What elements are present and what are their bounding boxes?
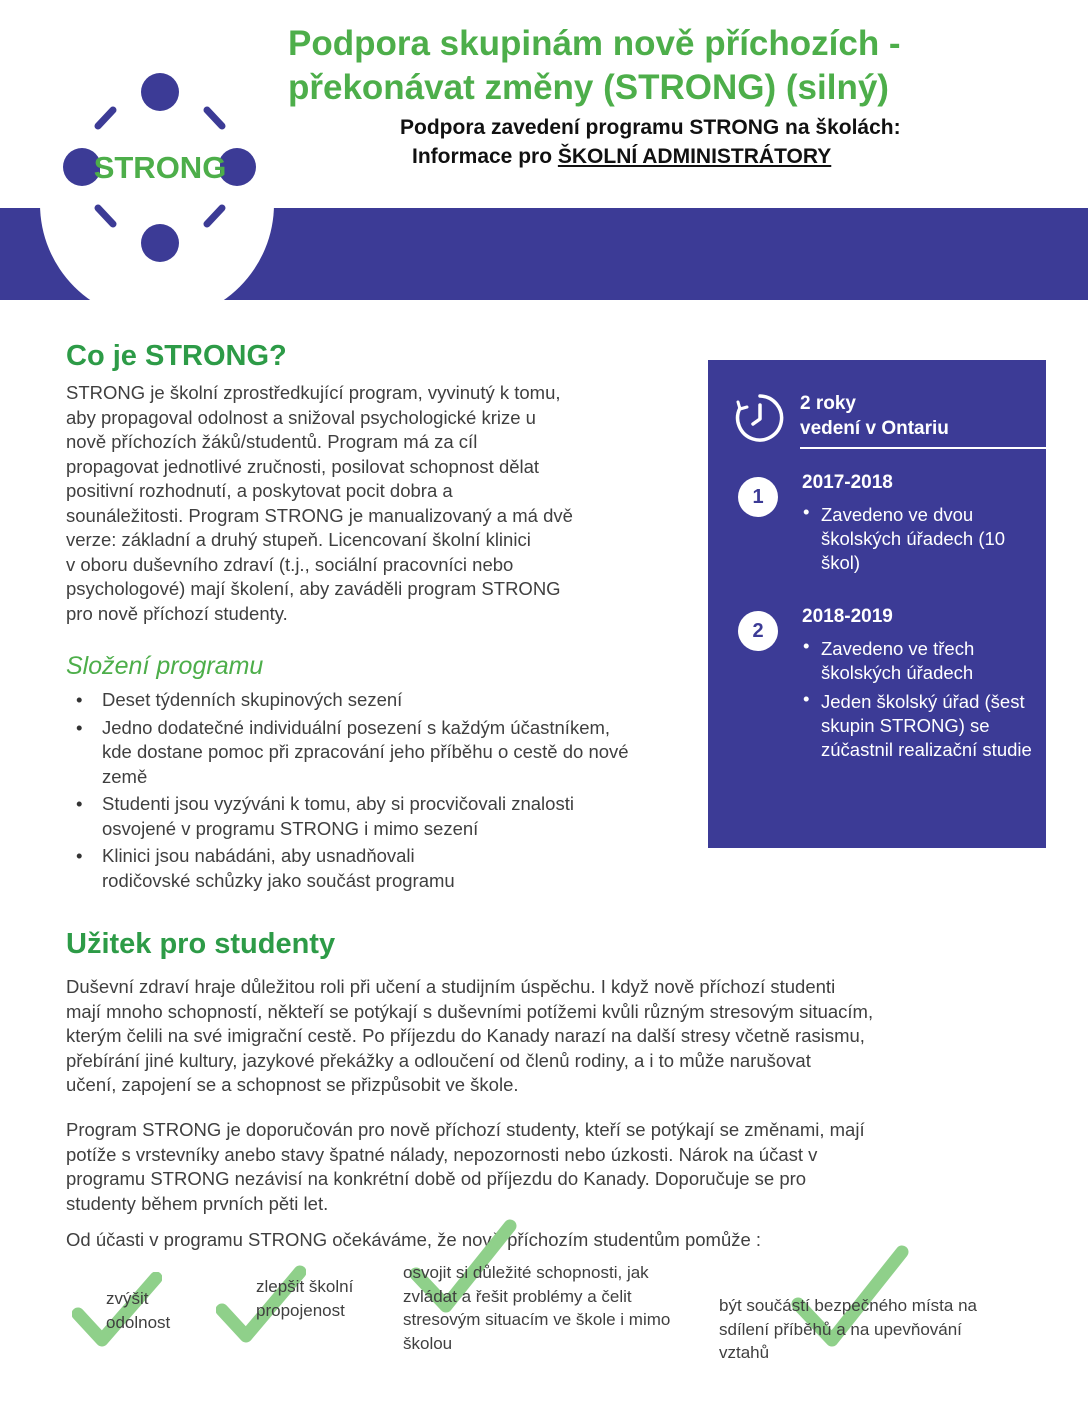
outcome-safe-space: být součástí bezpečného místa na sdílení příběhů a na upevňování vztahů xyxy=(719,1296,977,1362)
text-line: Program STRONG je doporučován pro nově příchozí studenty, kteří se potýkají se změnami, mají xyxy=(66,1119,865,1140)
text-line: verze: základní a druhý stupeň. Licencovaní školní klinici xyxy=(66,529,531,550)
subtitle-line-2 xyxy=(412,145,831,169)
logo-text: STRONG xyxy=(93,150,227,185)
outcome-connectedness: zlepšit školní propojenost xyxy=(256,1277,354,1320)
text-line: v oboru duševního zdraví (t.j., sociální pracovníci nebo xyxy=(66,553,514,575)
phase-years: 2018-2019 xyxy=(802,606,893,627)
section-heading-benefit: Užitek pro studenty xyxy=(66,928,336,960)
benefit-paragraph-1 xyxy=(66,975,1056,1098)
timeline-box xyxy=(708,360,1046,848)
timeline-heading-line-2: vedení v Ontariu xyxy=(800,418,949,439)
phase-bullet: • Zavedeno ve dvou školských úřadech (10 škol) xyxy=(803,503,1041,575)
list-item: • Jedno dodatečné individuální posezení s každým účastníkem, kde dostane pomoc při zpracování jeho příběhu o cestě do nové země xyxy=(72,716,642,790)
outcome-skills: osvojit si důležité schopnosti, jak zvládat a řešit problémy a čelit stresovým situacím ve škole i mimo školou xyxy=(403,1263,671,1353)
text-line: positivní rozhodnutí, a poskytovat pocit dobra a xyxy=(66,480,453,501)
composition-list xyxy=(72,688,672,896)
phase-bullet: • Zavedeno ve třech školských úřadech xyxy=(803,637,1021,685)
strong-logo xyxy=(40,60,280,280)
text-line: pro nově příchozí studenty. xyxy=(66,602,288,624)
text-line: přebírání jiné kultury, jazykové překážky a odloučení od členů rodiny, a i to může narušovat xyxy=(66,1049,811,1071)
text-line: učení, zapojení se a schopnost se přizpůsobit ve škole. xyxy=(66,1074,519,1095)
benefit-paragraph-2 xyxy=(66,1118,1056,1216)
text-line: Duševní zdraví hraje důležitou roli při učení a studijním úspěchu. I když nově příchozí studenti xyxy=(66,976,836,997)
subtitle-prefix: Informace pro xyxy=(412,145,558,168)
text-line: kterým čelili na své imigrační cestě. Po příjezdu do Kanady narazí na další stresy včetně rasismu, xyxy=(66,1025,865,1046)
text-line: potíže s vrstevníky anebo stavy špatné nálady, nepozornosti nebo úzkosti. Nárok na účast v xyxy=(66,1143,818,1165)
divider xyxy=(800,447,1046,449)
page-title xyxy=(288,22,1068,110)
expectation-line: Od účasti v programu STRONG očekáváme, že nově příchozím studentům pomůže : xyxy=(66,1229,762,1250)
title-line-2: překonávat změny (STRONG) (silný) xyxy=(288,68,889,107)
subtitle-line-1: Podpora zavedení programu STRONG na školách: xyxy=(400,116,901,139)
timeline-heading xyxy=(800,391,949,441)
text-line: aby propagoval odolnost a snižoval psychologické krize u xyxy=(66,406,536,428)
clock-icon xyxy=(734,392,786,444)
text-line: nově příchozích žáků/studentů. Program má za cíl xyxy=(66,431,478,452)
timeline-heading-line-1: 2 roky xyxy=(800,393,856,414)
phase-years: 2017-2018 xyxy=(802,472,893,493)
text-line: sounáležitosti. Program STRONG je manualizovaný a má dvě xyxy=(66,504,573,526)
phase-number-badge: 2 xyxy=(738,611,778,651)
text-line: propagovat jednotlivé zručnosti, posilovat schopnost dělat xyxy=(66,455,540,477)
list-item: • Studenti jsou vyzýváni k tomu, aby si procvičovali znalosti osvojené v programu STRONG i mimo sezení xyxy=(72,792,622,841)
text-line: programu STRONG nezávisí na konkrétní době od příjezdu do Kanady. Doporučuje se pro xyxy=(66,1168,807,1189)
text-line: mají mnoho schopností, někteří se potýkají s duševními potížemi kvůli různým stresovým situacím, xyxy=(66,1000,874,1022)
text-line: STRONG je školní zprostředkující program, vyvinutý k tomu, xyxy=(66,382,561,403)
phase-bullet: • Jeden školský úřad (šest skupin STRONG) se zúčastnil realizační studie xyxy=(803,690,1041,762)
what-paragraph xyxy=(66,381,676,626)
composition-heading: Složení programu xyxy=(66,652,264,680)
outcome-resilience: zvýšit odolnost xyxy=(106,1289,171,1332)
subtitle-audience: ŠKOLNÍ ADMINISTRÁTORY xyxy=(557,145,832,168)
list-item: • Klinici jsou nabádáni, aby usnadňovali rodičovské schůzky jako součást programu xyxy=(72,844,502,893)
title-line-1: Podpora skupinám nově příchozích - xyxy=(288,24,901,63)
text-line: psychologové) mají školení, aby zaváděli program STRONG xyxy=(66,578,561,599)
phase-number-badge: 1 xyxy=(738,477,778,517)
list-item: • Deset týdenních skupinových sezení xyxy=(72,688,672,713)
section-heading-what: Co je STRONG? xyxy=(66,340,287,372)
text-line: studenty během prvních pěti let. xyxy=(66,1192,329,1214)
